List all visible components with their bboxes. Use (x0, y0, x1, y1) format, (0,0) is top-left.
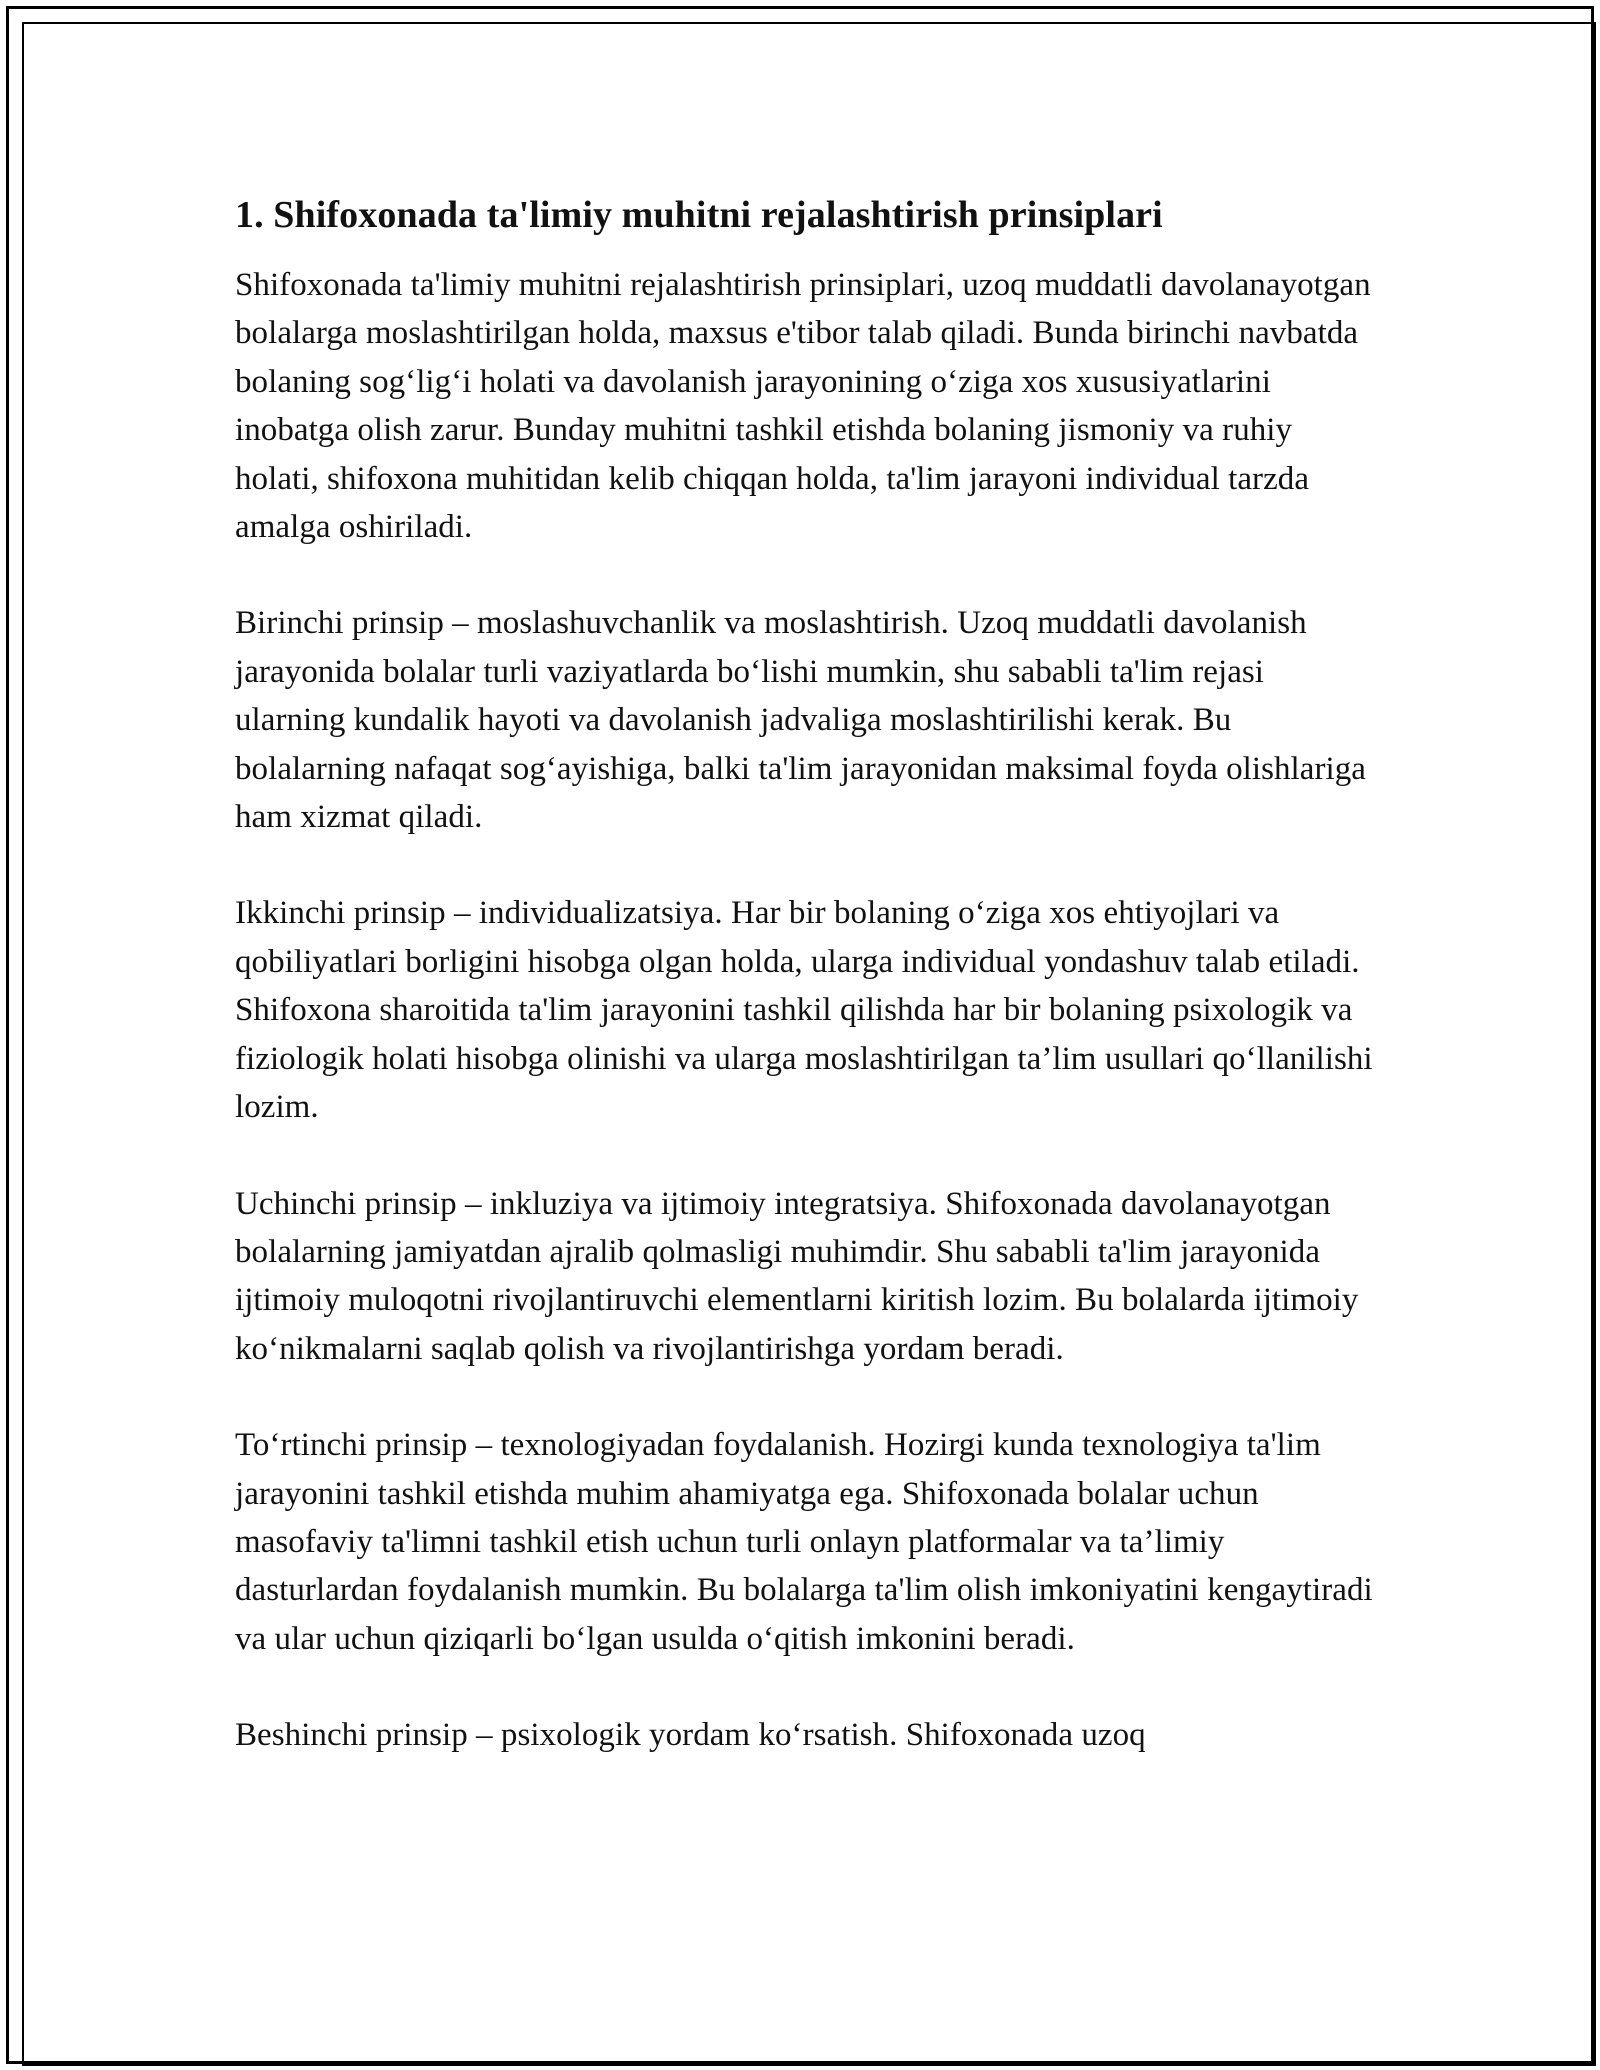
paragraph-principle-5: Beshinchi prinsip – psixologik yordam ko‘rsatish. Shifoxonada uzoq (235, 1717, 1146, 1754)
document-body (235, 187, 1375, 1808)
paragraph-principle-2: Ikkinchi prinsip – individualizatsiya. Har bir bolaning o‘ziga xos ehtiyojlari va qobiliyatlari borligini hisobga olgan holda, ularga individual yondashuv talab etiladi. Shifoxona sharoitida ta'lim jarayonini tashkil qilishda har bir bolaning psixologik va fiziologik holati hisobga olinishi va ularga moslashtirilgan ta’lim usullari qo‘llanilishi lozim. (235, 895, 1373, 1126)
paragraph-principle-4: To‘rtinchi prinsip – texnologiyadan foydalanish. Hozirgi kunda texnologiya ta'lim jarayonini tashkil etishda muhim ahamiyatga ega. Shifoxonada bolalar uchun masofaviy ta'limni tashkil etish uchun turli onlayn platformalar va ta’limiy dasturlardan foydalanish mumkin. Bu bolalarga ta'lim olish imkoniyatini kengaytiradi va ular uchun qiziqarli bo‘lgan usulda o‘qitish imkonini beradi. (235, 1427, 1373, 1657)
paragraph-principle-3: Uchinchi prinsip – inkluziya va ijtimoiy integratsiya. Shifoxonada davolanayotgan bolalarning jamiyatdan ajralib qolmasligi muhimdir. Shu sababli ta'lim jarayonida ijtimoiy muloqotni rivojlantiruvchi elementlarni kiritish lozim. Bu bolalarda ijtimoiy ko‘nikmalarni saqlab qolish va rivojlantirishga yordam beradi. (235, 1185, 1359, 1367)
paragraph-principle-1: Birinchi prinsip – moslashuvchanlik va moslashtirish. Uzoq muddatli davolanish jarayonida bolalar turli vaziyatlarda bo‘lishi mumkin, shu sababli ta'lim rejasi ularning kundalik hayoti va davolanish jadvaliga moslashtirilishi kerak. Bu bolalarning nafaqat sog‘ayishiga, balki ta'lim jarayonidan maksimal foyda olishlariga ham xizmat qiladi. (235, 605, 1366, 836)
paragraph-intro: Shifoxonada ta'limiy muhitni rejalashtirish prinsiplari, uzoq muddatli davolanayotgan bolalarga moslashtirilgan holda, maxsus e'tibor talab qiladi. Bunda birinchi navbatda bolaning sog‘lig‘i holati va davolanish jarayonining o‘ziga xos xususiyatlarini inobatga olish zarur. Bunday muhitni tashkil etishda bolaning jismoniy va ruhiy holati, shifoxona muhitidan kelib chiqqan holda, ta'lim jarayoni individual tarzda amalga oshiriladi. (235, 267, 1371, 546)
section-heading: 1. Shifoxonada ta'limiy muhitni rejalashtirish prinsiplari (235, 194, 1163, 236)
